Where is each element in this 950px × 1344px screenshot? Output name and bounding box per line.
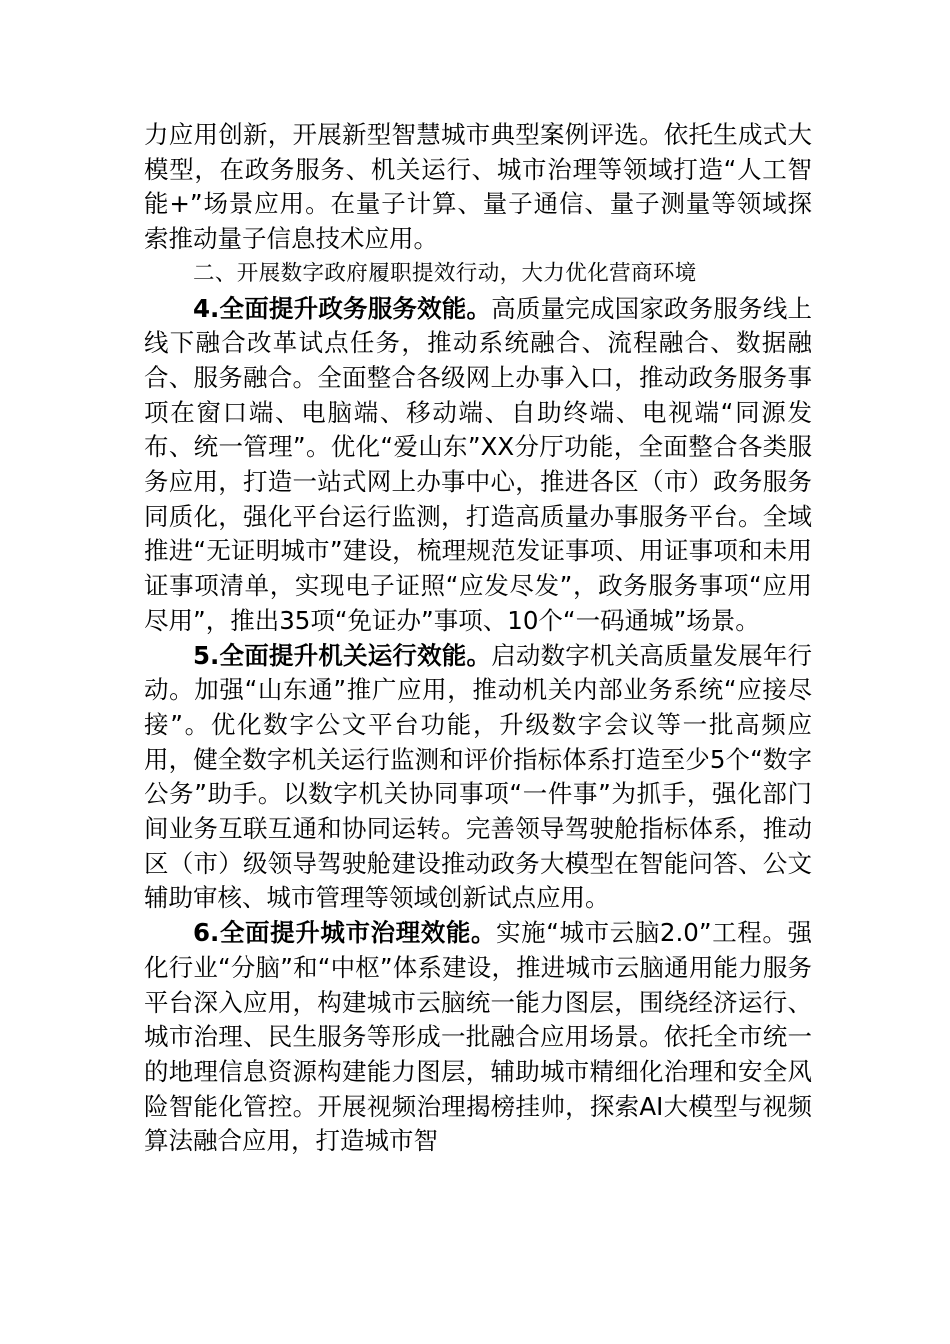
paragraph-item-6 bbox=[144, 916, 812, 1159]
item-6-title: 6.全面提升城市治理效能。 bbox=[193, 918, 497, 948]
item-4-title: 4.全面提升政务服务效能。 bbox=[193, 293, 492, 323]
paragraph-item-4 bbox=[144, 292, 812, 639]
item-5-title: 5.全面提升机关运行效能。 bbox=[193, 640, 492, 670]
paragraph-continued: 力应用创新，开展新型智慧城市典型案例评选。依托生成式大模型，在政务服务、机关运行、城市治理等领域打造“人工智能+”场景应用。在量子计算、量子通信、量子测量等领域探索推动量子信息技术应用。 bbox=[144, 120, 812, 254]
section-heading-2: 二、开展数字政府履职提效行动，大力优化营商环境 bbox=[193, 260, 697, 286]
item-4-body: 高质量完成国家政务服务线上线下融合改革试点任务，推动系统融合、流程融合、数据融合、服务融合。全面整合各级网上办事入口，推动政务服务事项在窗口端、电脑端、移动端、自助终端、电视端“同源发布、统一管理”。优化“爱山东”XX分厅功能，全面整合各类服务应用，打造一站式网上办事中心，推进各区（市）政务服务同质化，强化平台运行监测，打造高质量办事服务平台。全域推进“无证明城市”建设，梳理规范发证事项、用证事项和未用证事项清单，实现电子证照“应发尽发”，政务服务事项“应用尽用”，推出35项“免证办”事项、10个“一码通城”场景。 bbox=[144, 293, 813, 635]
document-page bbox=[144, 118, 812, 1159]
item-5-body: 启动数字机关高质量发展年行动。加强“山东通”推广应用，推动机关内部业务系统“应接尽接”。优化数字公文平台功能，升级数字会议等一批高频应用，健全数字机关运行监测和评价指标体系打造至少5个“数字公务”助手。以数字机关协同事项“一件事”为抓手，强化部门间业务互联互通和协同运转。完善领导驾驶舱指标体系，推动区（市）级领导驾驶舱建设推动政务大模型在智能问答、公文辅助审核、城市管理等领域创新试点应用。 bbox=[144, 640, 813, 913]
paragraph-item-5 bbox=[144, 639, 812, 917]
item-6-body: 实施“城市云脑2.0”工程。强化行业“分脑”和“中枢”体系建设，推进城市云脑通用能力服务平台深入应用，构建城市云脑统一能力图层，围绕经济运行、城市治理、民生服务等形成一批融合应用场景。依托全市统一的地理信息资源构建能力图层，辅助城市精细化治理和安全风险智能化管控。开展视频治理揭榜挂帅，探索AI大模型与视频算法融合应用，打造城市智 bbox=[144, 918, 812, 1156]
